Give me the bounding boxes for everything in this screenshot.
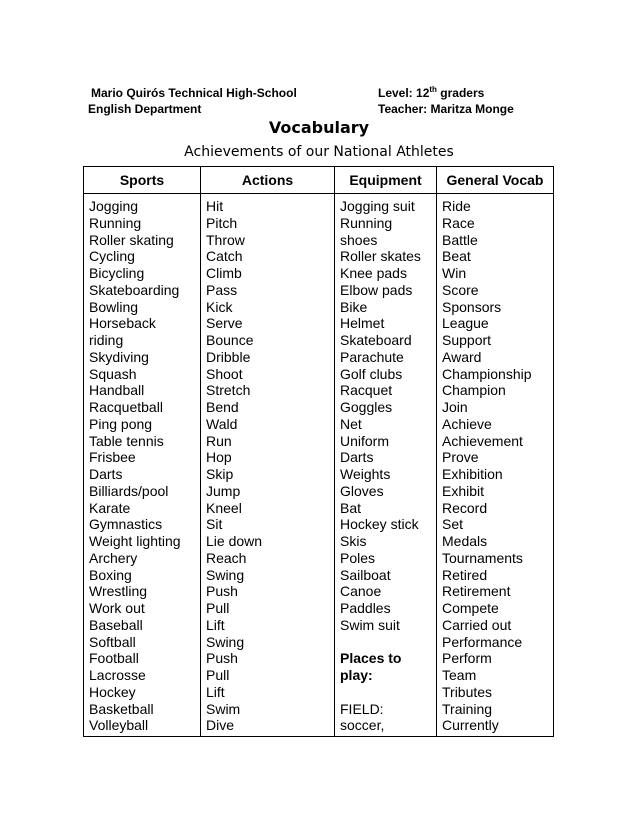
general-vocab-word: Medals (442, 533, 488, 549)
equipment-word: Skis (340, 533, 367, 549)
sports-word: Skateboarding (89, 281, 180, 298)
action-word: Run (206, 432, 232, 449)
sports-word: Skydiving (89, 348, 149, 365)
sports-word: Work out (89, 600, 145, 616)
equipment-word: Elbow pads (340, 281, 413, 298)
general-vocab-word: Score (442, 281, 479, 298)
equipment-word: play: (340, 667, 373, 683)
action-word: Climb (206, 265, 242, 281)
general-vocab-word: Record (442, 499, 488, 516)
column-header-equipment: Equipment (335, 167, 437, 194)
equipment-word: soccer, (340, 717, 385, 734)
action-word: Serve (206, 315, 243, 332)
table-header-row (84, 167, 554, 194)
general-vocab-word: Ride (442, 198, 471, 214)
general-vocab-word: Award (442, 348, 482, 365)
action-word: Pitch (206, 214, 238, 231)
equipment-word: Bat (340, 499, 362, 516)
general-vocab-word: Carried out (442, 616, 512, 633)
sports-word: Handball (89, 382, 145, 399)
equipment-word: Net (340, 415, 362, 432)
page-subtitle: Achievements of our National Athletes (184, 144, 454, 160)
actions-column (201, 194, 335, 737)
action-word: Lift (206, 683, 225, 700)
equipment-column (335, 194, 437, 737)
title-block (0, 117, 638, 163)
school-name: Mario Quirós Technical High-School (91, 86, 297, 100)
level-superscript: th (429, 85, 437, 94)
header-row-1 (88, 85, 558, 101)
action-word: Hit (206, 198, 224, 214)
document-header (88, 85, 558, 117)
equipment-word (340, 684, 436, 701)
action-word: Catch (206, 248, 243, 265)
department-name: English Department (88, 102, 202, 116)
general-vocab-column (437, 194, 554, 737)
action-word: Wald (206, 415, 238, 432)
action-word: Kick (206, 298, 233, 315)
sports-word: Gymnastics (89, 516, 163, 533)
column-header-general-vocab: General Vocab (437, 167, 554, 194)
equipment-word: Bike (340, 298, 368, 315)
sports-word: riding (89, 332, 124, 348)
equipment-word: Goggles (340, 399, 393, 415)
level-prefix: Level: 12 (378, 86, 430, 100)
sports-word: Jogging (89, 198, 139, 214)
general-vocab-word: Set (442, 516, 464, 533)
general-vocab-word: Tournaments (442, 549, 523, 566)
general-vocab-word: Exhibit (442, 482, 485, 499)
action-word: Push (206, 583, 238, 600)
sports-column (84, 194, 201, 737)
action-word: Throw (206, 231, 245, 248)
equipment-word: Paddles (340, 600, 391, 616)
equipment-word: Knee pads (340, 265, 407, 281)
general-vocab-word: Retired (442, 566, 488, 583)
general-vocab-word: Sponsors (442, 298, 502, 315)
teacher-name: Teacher: Maritza Monge (378, 102, 514, 116)
general-vocab-word: Support (442, 332, 492, 348)
action-word: Shoot (206, 365, 243, 382)
sports-word: Boxing (89, 566, 132, 583)
general-vocab-word: Win (442, 265, 467, 281)
sports-word: Karate (89, 499, 131, 516)
level-suffix: graders (436, 86, 485, 100)
sports-word: Cycling (89, 248, 135, 265)
sports-word: Darts (89, 466, 123, 482)
general-vocab-word: Perform (442, 650, 492, 667)
sports-word: Billiards/pool (89, 482, 169, 499)
action-word: Reach (206, 549, 247, 566)
equipment-word: Skateboard (340, 332, 412, 348)
vocabulary-table (83, 166, 554, 737)
sports-word: Bicycling (89, 265, 145, 281)
action-word: Dive (206, 717, 235, 734)
general-vocab-word: Tributes (442, 683, 493, 700)
general-vocab-word: Join (442, 399, 468, 415)
general-vocab-word: Beat (442, 248, 471, 265)
sports-word: Volleyball (89, 717, 149, 734)
general-vocab-word: Championship (442, 365, 532, 382)
sports-word: Weight lighting (89, 533, 181, 549)
general-vocab-word: Training (442, 700, 493, 717)
equipment-word: Roller skates (340, 248, 421, 265)
sports-word: Wrestling (89, 583, 148, 600)
equipment-word: Hockey stick (340, 516, 419, 533)
action-word: Swing (206, 566, 245, 583)
action-word: Stretch (206, 382, 251, 399)
general-vocab-word: Champion (442, 382, 506, 399)
action-word: Dribble (206, 348, 251, 365)
action-word: Swim (206, 700, 241, 717)
header-row-2 (88, 101, 558, 117)
sports-word: Archery (89, 549, 138, 566)
action-word: Pull (206, 600, 230, 616)
sports-word: Horseback (89, 315, 156, 332)
action-word: Pass (206, 281, 238, 298)
general-vocab-word: Race (442, 214, 475, 231)
general-vocab-word: Exhibition (442, 466, 503, 482)
general-vocab-word: Currently (442, 717, 499, 734)
equipment-word: Poles (340, 549, 376, 566)
sports-word: Bowling (89, 298, 139, 315)
sports-word: Table tennis (89, 432, 164, 449)
action-word: Bend (206, 399, 239, 415)
equipment-word: FIELD: (340, 700, 384, 717)
sports-word: Squash (89, 365, 137, 382)
general-vocab-word: Battle (442, 231, 478, 248)
sports-word: Ping pong (89, 415, 153, 432)
equipment-word: Sailboat (340, 566, 391, 583)
general-vocab-word: Retirement (442, 583, 511, 600)
action-word: Kneel (206, 499, 242, 516)
action-word: Lie down (206, 533, 263, 549)
action-word: Lift (206, 616, 225, 633)
sports-word: Racquetball (89, 399, 163, 415)
equipment-word: Gloves (340, 482, 384, 499)
page-title: Vocabulary (268, 118, 370, 137)
equipment-word: Darts (340, 449, 374, 466)
equipment-word: Parachute (340, 348, 404, 365)
sports-word: Lacrosse (89, 667, 146, 683)
general-vocab-word: Prove (442, 449, 479, 466)
equipment-word: Places to (340, 650, 402, 667)
sports-word: Roller skating (89, 231, 174, 248)
general-vocab-word: Achievement (442, 432, 523, 449)
action-word: Jump (206, 482, 241, 499)
action-word: Pull (206, 667, 230, 683)
equipment-word: Uniform (340, 432, 390, 449)
sports-word: Baseball (89, 616, 143, 633)
general-vocab-word: League (442, 315, 489, 332)
equipment-word: Golf clubs (340, 365, 403, 382)
general-vocab-word: Performance (442, 633, 523, 650)
action-word: Swing (206, 633, 245, 650)
general-vocab-word: Achieve (442, 415, 492, 432)
table-body-row (84, 194, 554, 737)
action-word: Hop (206, 449, 232, 466)
equipment-word: Swim suit (340, 616, 400, 633)
sports-word: Softball (89, 633, 136, 650)
equipment-word: Running (340, 214, 393, 231)
column-header-sports: Sports (84, 167, 201, 194)
equipment-word: Weights (340, 466, 391, 482)
sports-word: Hockey (89, 683, 136, 700)
action-word: Skip (206, 466, 234, 482)
action-word: Push (206, 650, 238, 667)
general-vocab-word: Compete (442, 600, 499, 616)
equipment-word: Racquet (340, 382, 393, 399)
action-word: Sit (206, 516, 223, 533)
equipment-word: Helmet (340, 315, 385, 332)
sports-word: Basketball (89, 700, 154, 717)
sports-word: Frisbee (89, 449, 136, 466)
sports-word: Running (89, 214, 142, 231)
equipment-word (340, 634, 436, 651)
level-label (378, 85, 558, 101)
action-word: Bounce (206, 332, 254, 348)
equipment-word: shoes (340, 231, 378, 248)
equipment-word: Canoe (340, 583, 382, 600)
equipment-word: Jogging suit (340, 198, 415, 214)
general-vocab-word: Team (442, 667, 477, 683)
column-header-actions: Actions (201, 167, 335, 194)
sports-word: Football (89, 650, 139, 667)
